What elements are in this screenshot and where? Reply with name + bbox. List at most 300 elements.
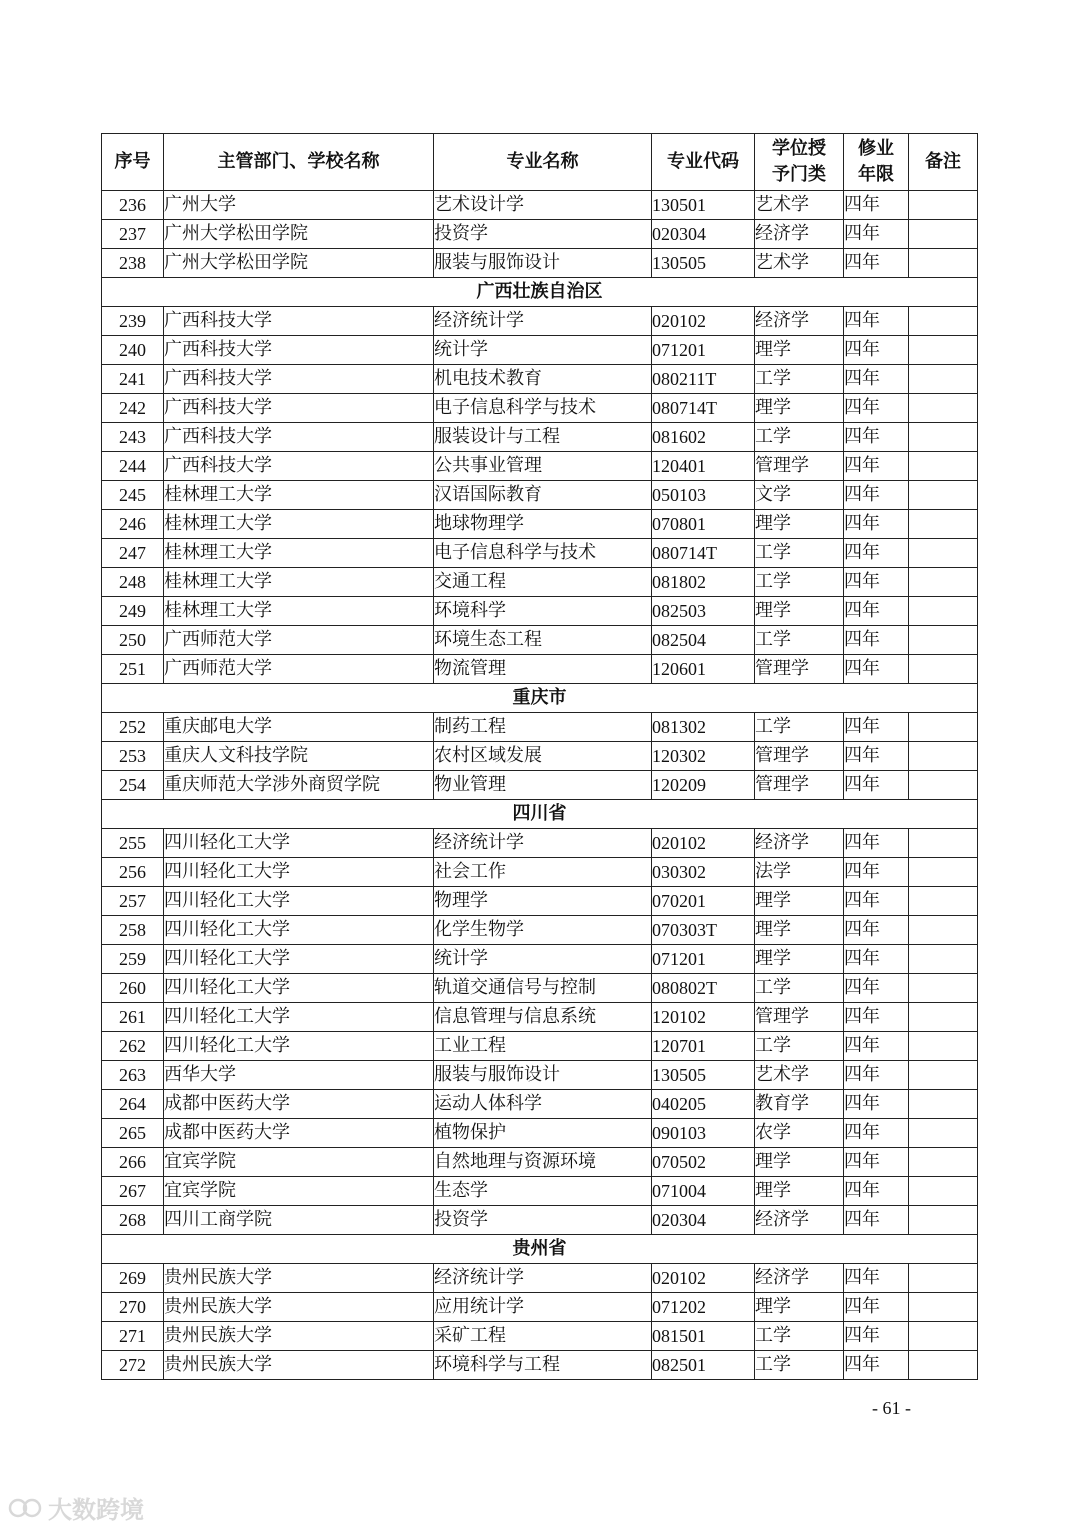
cell-major: 信息管理与信息系统: [434, 1003, 652, 1032]
cell-remark: [909, 1293, 978, 1322]
header-years-line2: 年限: [858, 164, 894, 185]
cell-major: 物流管理: [434, 655, 652, 684]
cell-degree: 理学: [755, 336, 844, 365]
cell-school: 四川轻化工大学: [164, 1003, 434, 1032]
table-row: [102, 452, 978, 481]
cell-code: 020304: [652, 1206, 755, 1235]
cell-years: 四年: [844, 1119, 909, 1148]
cell-code: 070801: [652, 510, 755, 539]
cell-remark: [909, 1177, 978, 1206]
cell-years: 四年: [844, 742, 909, 771]
cell-years: 四年: [844, 858, 909, 887]
cell-years: 四年: [844, 974, 909, 1003]
cell-years: 四年: [844, 220, 909, 249]
cell-degree: 管理学: [755, 452, 844, 481]
cell-years: 四年: [844, 713, 909, 742]
cell-years: 四年: [844, 568, 909, 597]
cell-code: 020102: [652, 829, 755, 858]
cell-major: 地球物理学: [434, 510, 652, 539]
cell-code: 040205: [652, 1090, 755, 1119]
cell-years: 四年: [844, 1090, 909, 1119]
majors-table: [101, 133, 978, 1380]
cell-code: 080714T: [652, 394, 755, 423]
table-row: [102, 336, 978, 365]
cell-major: 经济统计学: [434, 307, 652, 336]
table-row: [102, 626, 978, 655]
cell-major: 艺术设计学: [434, 191, 652, 220]
cell-remark: [909, 220, 978, 249]
table-header-row: [102, 134, 978, 191]
cell-school: 成都中医药大学: [164, 1090, 434, 1119]
cell-degree: 经济学: [755, 829, 844, 858]
cell-remark: [909, 1264, 978, 1293]
cell-seq: 263: [102, 1061, 164, 1090]
cell-years: 四年: [844, 452, 909, 481]
cell-school: 广西科技大学: [164, 423, 434, 452]
cell-years: 四年: [844, 365, 909, 394]
cell-seq: 244: [102, 452, 164, 481]
watermark-text: 大数跨境: [48, 1496, 144, 1524]
cell-seq: 253: [102, 742, 164, 771]
header-degree-line1: 学位授: [772, 138, 826, 159]
cell-code: 081602: [652, 423, 755, 452]
cell-school: 桂林理工大学: [164, 539, 434, 568]
table-row: [102, 1206, 978, 1235]
cell-major: 经济统计学: [434, 1264, 652, 1293]
cell-seq: 245: [102, 481, 164, 510]
cell-years: 四年: [844, 539, 909, 568]
header-remark: 备注: [909, 134, 978, 191]
cell-school: 桂林理工大学: [164, 481, 434, 510]
cell-school: 贵州民族大学: [164, 1322, 434, 1351]
header-years: [844, 134, 909, 191]
header-school: 主管部门、学校名称: [164, 134, 434, 191]
cell-years: 四年: [844, 1032, 909, 1061]
table-row: [102, 510, 978, 539]
table-row: [102, 1148, 978, 1177]
cell-school: 桂林理工大学: [164, 510, 434, 539]
cell-degree: 理学: [755, 887, 844, 916]
table-row: [102, 974, 978, 1003]
cell-school: 四川工商学院: [164, 1206, 434, 1235]
cell-degree: 工学: [755, 713, 844, 742]
cell-degree: 经济学: [755, 220, 844, 249]
cell-seq: 237: [102, 220, 164, 249]
cell-remark: [909, 1032, 978, 1061]
cell-seq: 259: [102, 945, 164, 974]
cell-school: 四川轻化工大学: [164, 829, 434, 858]
cell-school: 桂林理工大学: [164, 597, 434, 626]
cell-code: 070502: [652, 1148, 755, 1177]
cell-school: 重庆人文科技学院: [164, 742, 434, 771]
cell-remark: [909, 945, 978, 974]
cell-major: 自然地理与资源环境: [434, 1148, 652, 1177]
cell-code: 070303T: [652, 916, 755, 945]
cell-seq: 250: [102, 626, 164, 655]
cell-degree: 文学: [755, 481, 844, 510]
table-row: [102, 191, 978, 220]
cell-major: 服装与服饰设计: [434, 1061, 652, 1090]
table-row: [102, 1351, 978, 1380]
cell-major: 电子信息科学与技术: [434, 394, 652, 423]
cell-remark: [909, 1322, 978, 1351]
cell-remark: [909, 1351, 978, 1380]
cell-code: 130501: [652, 191, 755, 220]
cell-remark: [909, 1003, 978, 1032]
cell-degree: 工学: [755, 539, 844, 568]
cell-code: 130505: [652, 1061, 755, 1090]
cell-code: 120701: [652, 1032, 755, 1061]
cell-school: 重庆邮电大学: [164, 713, 434, 742]
cell-code: 090103: [652, 1119, 755, 1148]
cell-code: 080714T: [652, 539, 755, 568]
table-row: [102, 887, 978, 916]
cell-code: 082504: [652, 626, 755, 655]
header-major: 专业名称: [434, 134, 652, 191]
region-row: [102, 278, 978, 307]
cell-seq: 268: [102, 1206, 164, 1235]
cell-remark: [909, 858, 978, 887]
header-degree-line2: 予门类: [772, 164, 826, 185]
cell-code: 081501: [652, 1322, 755, 1351]
cell-years: 四年: [844, 887, 909, 916]
cell-school: 广州大学: [164, 191, 434, 220]
cell-degree: 理学: [755, 1177, 844, 1206]
cell-degree: 理学: [755, 597, 844, 626]
cell-remark: [909, 510, 978, 539]
cell-school: 贵州民族大学: [164, 1351, 434, 1380]
cell-remark: [909, 394, 978, 423]
table-row: [102, 1177, 978, 1206]
cell-seq: 256: [102, 858, 164, 887]
cell-school: 广西科技大学: [164, 452, 434, 481]
cell-code: 081302: [652, 713, 755, 742]
cell-school: 四川轻化工大学: [164, 858, 434, 887]
cell-seq: 251: [102, 655, 164, 684]
cell-years: 四年: [844, 916, 909, 945]
cell-years: 四年: [844, 1177, 909, 1206]
region-row: [102, 1235, 978, 1264]
region-label: 重庆市: [102, 684, 978, 713]
table-row: [102, 394, 978, 423]
cell-degree: 理学: [755, 394, 844, 423]
cell-years: 四年: [844, 481, 909, 510]
header-code: 专业代码: [652, 134, 755, 191]
cell-remark: [909, 626, 978, 655]
cell-years: 四年: [844, 771, 909, 800]
cell-years: 四年: [844, 423, 909, 452]
cell-degree: 管理学: [755, 742, 844, 771]
table-row: [102, 1322, 978, 1351]
cell-code: 081802: [652, 568, 755, 597]
header-years-line1: 修业: [858, 138, 894, 159]
cell-seq: 243: [102, 423, 164, 452]
cell-seq: 254: [102, 771, 164, 800]
cell-degree: 教育学: [755, 1090, 844, 1119]
table-row: [102, 655, 978, 684]
cell-degree: 农学: [755, 1119, 844, 1148]
cell-remark: [909, 307, 978, 336]
watermark: [8, 1490, 144, 1526]
cell-major: 轨道交通信号与控制: [434, 974, 652, 1003]
cell-code: 120209: [652, 771, 755, 800]
cell-seq: 249: [102, 597, 164, 626]
cell-remark: [909, 655, 978, 684]
cell-remark: [909, 887, 978, 916]
table-row: [102, 771, 978, 800]
cell-remark: [909, 1061, 978, 1090]
cell-degree: 法学: [755, 858, 844, 887]
cell-degree: 工学: [755, 1322, 844, 1351]
cell-major: 投资学: [434, 1206, 652, 1235]
cell-code: 080802T: [652, 974, 755, 1003]
cell-remark: [909, 365, 978, 394]
cell-degree: 工学: [755, 365, 844, 394]
cell-degree: 艺术学: [755, 1061, 844, 1090]
cell-degree: 工学: [755, 1351, 844, 1380]
cell-seq: 248: [102, 568, 164, 597]
cell-remark: [909, 974, 978, 1003]
cell-degree: 理学: [755, 916, 844, 945]
cell-major: 服装设计与工程: [434, 423, 652, 452]
cell-years: 四年: [844, 626, 909, 655]
cell-school: 桂林理工大学: [164, 568, 434, 597]
cell-code: 130505: [652, 249, 755, 278]
cell-code: 071202: [652, 1293, 755, 1322]
cell-seq: 258: [102, 916, 164, 945]
cell-seq: 252: [102, 713, 164, 742]
cell-school: 贵州民族大学: [164, 1264, 434, 1293]
cell-code: 020102: [652, 307, 755, 336]
cell-degree: 工学: [755, 626, 844, 655]
cell-code: 071004: [652, 1177, 755, 1206]
cell-code: 120601: [652, 655, 755, 684]
table-row: [102, 742, 978, 771]
table-row: [102, 1061, 978, 1090]
cell-major: 统计学: [434, 336, 652, 365]
cell-degree: 经济学: [755, 1264, 844, 1293]
cell-school: 宜宾学院: [164, 1177, 434, 1206]
cell-school: 广西科技大学: [164, 365, 434, 394]
cell-remark: [909, 1206, 978, 1235]
cell-school: 西华大学: [164, 1061, 434, 1090]
cell-remark: [909, 916, 978, 945]
cell-seq: 270: [102, 1293, 164, 1322]
cell-major: 统计学: [434, 945, 652, 974]
header-degree: [755, 134, 844, 191]
cell-remark: [909, 423, 978, 452]
cell-remark: [909, 597, 978, 626]
cell-years: 四年: [844, 1206, 909, 1235]
cell-seq: 241: [102, 365, 164, 394]
cell-remark: [909, 191, 978, 220]
region-label: 四川省: [102, 800, 978, 829]
cell-degree: 管理学: [755, 655, 844, 684]
cell-remark: [909, 249, 978, 278]
cell-code: 030302: [652, 858, 755, 887]
cell-school: 成都中医药大学: [164, 1119, 434, 1148]
cell-school: 宜宾学院: [164, 1148, 434, 1177]
cell-seq: 266: [102, 1148, 164, 1177]
cell-degree: 管理学: [755, 1003, 844, 1032]
cell-code: 070201: [652, 887, 755, 916]
cell-major: 汉语国际教育: [434, 481, 652, 510]
cell-degree: 艺术学: [755, 249, 844, 278]
table-row: [102, 568, 978, 597]
cell-years: 四年: [844, 307, 909, 336]
cell-remark: [909, 1148, 978, 1177]
cell-seq: 267: [102, 1177, 164, 1206]
cell-years: 四年: [844, 655, 909, 684]
cell-major: 采矿工程: [434, 1322, 652, 1351]
cell-seq: 272: [102, 1351, 164, 1380]
watermark-logo-icon: [8, 1496, 48, 1526]
table-row: [102, 858, 978, 887]
cell-seq: 257: [102, 887, 164, 916]
cell-school: 广西师范大学: [164, 626, 434, 655]
cell-major: 投资学: [434, 220, 652, 249]
cell-degree: 理学: [755, 510, 844, 539]
table-row: [102, 1003, 978, 1032]
cell-seq: 242: [102, 394, 164, 423]
cell-major: 环境科学与工程: [434, 1351, 652, 1380]
cell-seq: 269: [102, 1264, 164, 1293]
cell-seq: 265: [102, 1119, 164, 1148]
cell-remark: [909, 829, 978, 858]
table-row: [102, 1119, 978, 1148]
cell-remark: [909, 1090, 978, 1119]
table-row: [102, 481, 978, 510]
cell-code: 120102: [652, 1003, 755, 1032]
cell-degree: 工学: [755, 568, 844, 597]
table-row: [102, 916, 978, 945]
cell-major: 公共事业管理: [434, 452, 652, 481]
table-row: [102, 829, 978, 858]
cell-code: 020304: [652, 220, 755, 249]
cell-degree: 理学: [755, 1293, 844, 1322]
cell-degree: 工学: [755, 974, 844, 1003]
cell-degree: 艺术学: [755, 191, 844, 220]
header-seq: 序号: [102, 134, 164, 191]
region-row: [102, 800, 978, 829]
cell-years: 四年: [844, 191, 909, 220]
table-row: [102, 1032, 978, 1061]
cell-school: 四川轻化工大学: [164, 974, 434, 1003]
cell-major: 社会工作: [434, 858, 652, 887]
cell-major: 环境科学: [434, 597, 652, 626]
cell-code: 120401: [652, 452, 755, 481]
cell-seq: 246: [102, 510, 164, 539]
cell-degree: 理学: [755, 945, 844, 974]
cell-major: 植物保护: [434, 1119, 652, 1148]
cell-major: 工业工程: [434, 1032, 652, 1061]
cell-seq: 240: [102, 336, 164, 365]
cell-major: 制药工程: [434, 713, 652, 742]
cell-major: 应用统计学: [434, 1293, 652, 1322]
cell-seq: 238: [102, 249, 164, 278]
cell-code: 082503: [652, 597, 755, 626]
cell-degree: 经济学: [755, 307, 844, 336]
region-label: 广西壮族自治区: [102, 278, 978, 307]
region-label: 贵州省: [102, 1235, 978, 1264]
cell-seq: 262: [102, 1032, 164, 1061]
cell-seq: 271: [102, 1322, 164, 1351]
cell-code: 082501: [652, 1351, 755, 1380]
cell-major: 电子信息科学与技术: [434, 539, 652, 568]
table-row: [102, 539, 978, 568]
cell-seq: 247: [102, 539, 164, 568]
cell-major: 生态学: [434, 1177, 652, 1206]
cell-school: 广西师范大学: [164, 655, 434, 684]
cell-major: 化学生物学: [434, 916, 652, 945]
cell-years: 四年: [844, 829, 909, 858]
table-row: [102, 220, 978, 249]
table-row: [102, 597, 978, 626]
table-row: [102, 1264, 978, 1293]
cell-school: 四川轻化工大学: [164, 945, 434, 974]
cell-remark: [909, 1119, 978, 1148]
cell-degree: 理学: [755, 1148, 844, 1177]
cell-code: 020102: [652, 1264, 755, 1293]
cell-remark: [909, 568, 978, 597]
cell-degree: 工学: [755, 423, 844, 452]
cell-years: 四年: [844, 1351, 909, 1380]
cell-school: 广州大学松田学院: [164, 249, 434, 278]
cell-code: 071201: [652, 945, 755, 974]
table-body: [102, 191, 978, 1380]
table-row: [102, 1090, 978, 1119]
cell-degree: 管理学: [755, 771, 844, 800]
cell-code: 120302: [652, 742, 755, 771]
cell-major: 机电技术教育: [434, 365, 652, 394]
cell-remark: [909, 771, 978, 800]
cell-degree: 经济学: [755, 1206, 844, 1235]
cell-seq: 264: [102, 1090, 164, 1119]
cell-remark: [909, 481, 978, 510]
cell-remark: [909, 742, 978, 771]
cell-major: 经济统计学: [434, 829, 652, 858]
cell-years: 四年: [844, 1322, 909, 1351]
cell-school: 重庆师范大学涉外商贸学院: [164, 771, 434, 800]
cell-school: 广西科技大学: [164, 336, 434, 365]
region-row: [102, 684, 978, 713]
cell-major: 农村区域发展: [434, 742, 652, 771]
cell-school: 广西科技大学: [164, 394, 434, 423]
cell-years: 四年: [844, 945, 909, 974]
cell-years: 四年: [844, 1148, 909, 1177]
cell-school: 四川轻化工大学: [164, 887, 434, 916]
cell-years: 四年: [844, 336, 909, 365]
cell-school: 贵州民族大学: [164, 1293, 434, 1322]
cell-school: 广州大学松田学院: [164, 220, 434, 249]
cell-code: 080211T: [652, 365, 755, 394]
cell-seq: 239: [102, 307, 164, 336]
cell-code: 071201: [652, 336, 755, 365]
cell-school: 四川轻化工大学: [164, 916, 434, 945]
cell-major: 服装与服饰设计: [434, 249, 652, 278]
table-row: [102, 249, 978, 278]
cell-seq: 236: [102, 191, 164, 220]
cell-remark: [909, 336, 978, 365]
cell-major: 运动人体科学: [434, 1090, 652, 1119]
cell-years: 四年: [844, 1003, 909, 1032]
cell-years: 四年: [844, 597, 909, 626]
cell-major: 交通工程: [434, 568, 652, 597]
table-row: [102, 307, 978, 336]
cell-years: 四年: [844, 510, 909, 539]
cell-degree: 工学: [755, 1032, 844, 1061]
cell-seq: 260: [102, 974, 164, 1003]
